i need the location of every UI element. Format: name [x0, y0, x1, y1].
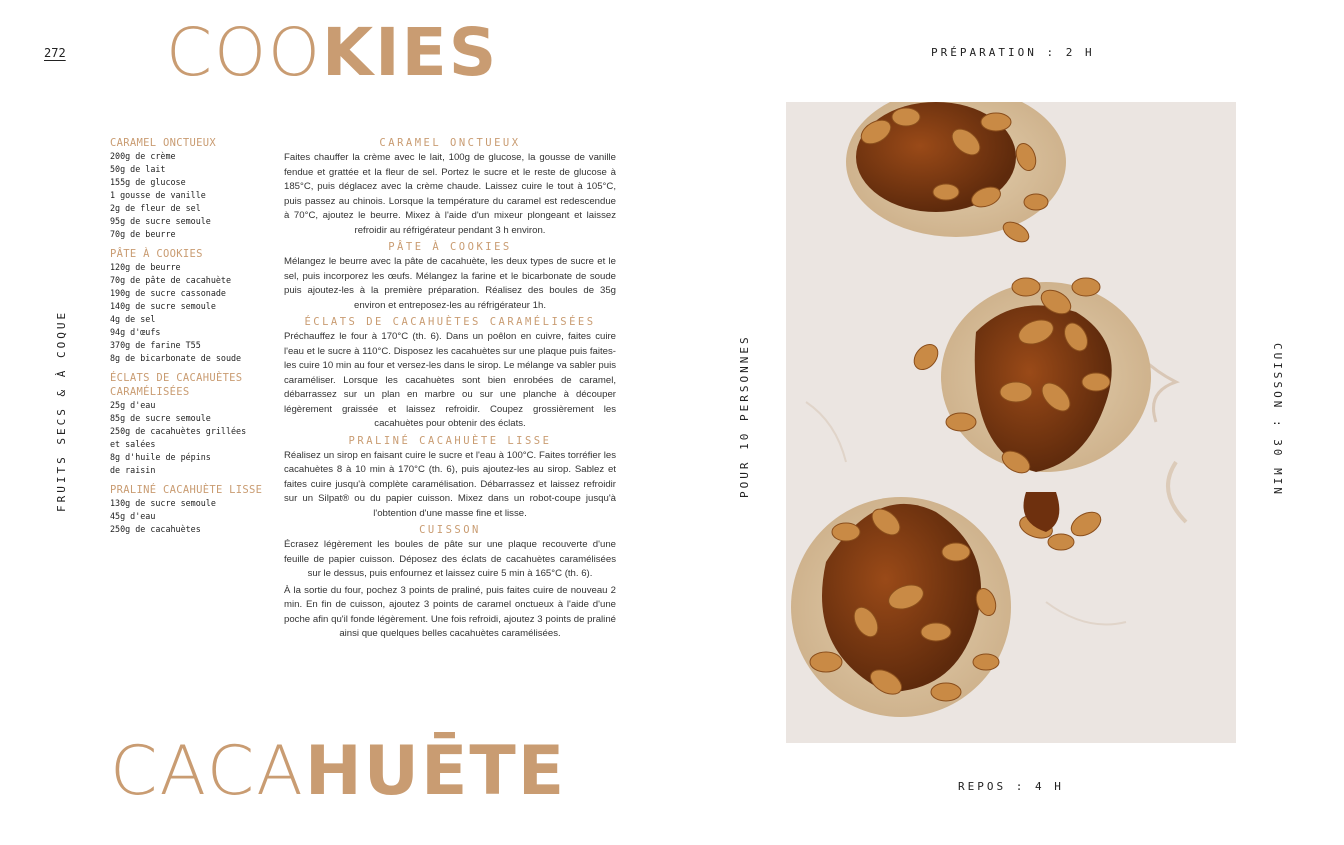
ingredient-section-heading: PRALINÉ CACAHUÈTE LISSE: [110, 484, 263, 496]
ingredient-section-heading: PÂTE À COOKIES: [110, 248, 203, 260]
ingredient-item: 2g de fleur de sel: [110, 203, 201, 213]
method-paragraph: À la sortie du four, pochez 3 points de praliné, puis faites cuire de nouveau 2 min. En fin de cuisson, ajoutez 3 points de caramel onctueux à l'aide d'une poche afin qu'il fonde légèrement. Une fois refroidi, ajoutez 3 points de praliné ainsi que quelques belles cacahuètes caramélisées.: [284, 584, 616, 639]
side-label-category: FRUITS SECS & À COQUE: [55, 309, 68, 512]
ingredient-item: 95g de sucre semoule: [110, 216, 211, 226]
ingredient-item: 130g de sucre semoule: [110, 498, 216, 508]
cookie-photo: [786, 102, 1236, 743]
method-paragraph: Réalisez un sirop en faisant cuire le sucre et l'eau à 100°C. Faites torréfier les cacahuètes 8 à 10 min à 170°C (th. 6), puis ajoutez-les au sirop. Sablez et faites cuire jusqu'à complète caramélisation. Débarrassez et laissez refroidir sur un Silpat® ou du papier cuisson. Mixez dans un robot-coupe jusqu'à l'obtention d'une masse fine et lisse.: [284, 449, 616, 519]
ingredient-item: 140g de sucre semoule: [110, 301, 216, 311]
ingredient-item: 370g de farine T55: [110, 340, 201, 350]
ingredient-item: 45g d'eau: [110, 511, 156, 521]
method-section-heading: CARAMEL ONCTUEUX: [379, 137, 521, 149]
ingredient-item: de raisin: [110, 465, 156, 475]
title-top-light: COO: [166, 14, 322, 91]
ingredient-item: 25g d'eau: [110, 400, 156, 410]
ingredient-list: [110, 497, 280, 536]
ingredient-list: [110, 399, 280, 477]
method-section-heading: CUISSON: [419, 524, 481, 536]
ingredient-item: 70g de pâte de cacahuète: [110, 275, 232, 285]
title-bottom-part2: HUĒTE: [304, 732, 567, 811]
cookie-bottom: [791, 497, 1011, 717]
preparation-time: PRÉPARATION : 2 H: [931, 46, 1095, 59]
method-paragraph: Faites chauffer la crème avec le lait, 100g de glucose, la gousse de vanille fendue et grattée et la fleur de sel. Portez le sucre et le reste de glucose à 185°C, puis déglacez avec la crème chaude. Laissez cuire le tout à 105°C, puis passez au chinois. Lorsque la température du caramel est redescendue à 70°C, ajoutez le beurre. Mixez à l'aide d'un mixeur plongeant et laissez refroidir au réfrigérateur pendant 3 h environ.: [284, 152, 616, 236]
method-paragraph: Mélangez le beurre avec la pâte de cacahuète, les deux types de sucre et le sel, puis incorporez les œufs. Mélangez la farine et le bicarbonate de soude puis ajoutez-les à la première préparation. Réalisez des boules de 35g environ et entreposez-les au réfrigérateur 1h.: [284, 256, 616, 311]
method-paragraph: Préchauffez le four à 170°C (th. 6). Dans un poêlon en cuivre, faites cuire l'eau et le sucre à 110°C. Disposez les cacahuètes sur une plaque puis faites-les cuire 10 min au four et versez-les dans le sirop. Le mélange va sabler puis caraméliser. Lorsque les cacahuètes sont bien enrobées de caramel, débarrassez sur un plan en marbre ou sur une planche à découper légèrement graissée et laissez refroidir. Coupez grossièrement les cacahuètes pour obtenir des éclats.: [284, 331, 616, 429]
ingredient-item: 190g de sucre cassonade: [110, 288, 226, 298]
title-bottom-part1: CACA: [110, 732, 305, 811]
ingredient-item: 8g de bicarbonate de soude: [110, 353, 242, 363]
method-section-heading: PÂTE À COOKIES: [388, 241, 512, 253]
recipe-title-top: [166, 14, 499, 91]
ingredient-list: [110, 261, 280, 365]
ingredient-section-heading: ÉCLATS DE CACAHUÈTES CARAMÉLISÉES: [110, 372, 243, 398]
title-top-bold: KIES: [321, 14, 499, 91]
ingredient-item: 120g de beurre: [110, 262, 181, 272]
cooking-time: CUISSON : 30 MIN: [1271, 343, 1284, 497]
ingredients-column: [110, 136, 280, 542]
ingredient-item: 70g de beurre: [110, 229, 176, 239]
servings-label: POUR 10 PERSONNES: [738, 334, 751, 498]
ingredient-item: 50g de lait: [110, 164, 166, 174]
method-section-heading: PRALINÉ CACAHUÈTE LISSE: [348, 434, 552, 447]
rest-time: REPOS : 4 H: [958, 780, 1064, 793]
ingredient-list: [110, 150, 280, 241]
ingredient-item: 4g de sel: [110, 314, 156, 324]
method-paragraph: Écrasez légèrement les boules de pâte sur une plaque recouverte d'une feuille de papier cuisson. Déposez des éclats de cacahuètes caramélisées sur le dessus, puis enfournez et laissez cuire 5 min à 165°C (th. 6).: [284, 539, 616, 579]
ingredient-item: 8g d'huile de pépins: [110, 452, 211, 462]
ingredient-item: 85g de sucre semoule: [110, 413, 211, 423]
ingredient-item: 250g de cacahuètes grillées: [110, 426, 247, 436]
ingredient-item: 155g de glucose: [110, 177, 186, 187]
recipe-title-bottom: [110, 732, 567, 811]
ingredient-item: 1 gousse de vanille: [110, 190, 206, 200]
method-column: [284, 136, 616, 644]
ingredient-item: et salées: [110, 439, 156, 449]
method-section-heading: ÉCLATS DE CACAHUÈTES CARAMÉLISÉES: [304, 316, 596, 328]
ingredient-section-heading: CARAMEL ONCTUEUX: [110, 137, 216, 149]
ingredient-item: 250g de cacahuètes: [110, 524, 201, 534]
page-number: 272: [44, 46, 66, 60]
ingredient-item: 94g d'œufs: [110, 327, 161, 337]
ingredient-item: 200g de crème: [110, 151, 176, 161]
